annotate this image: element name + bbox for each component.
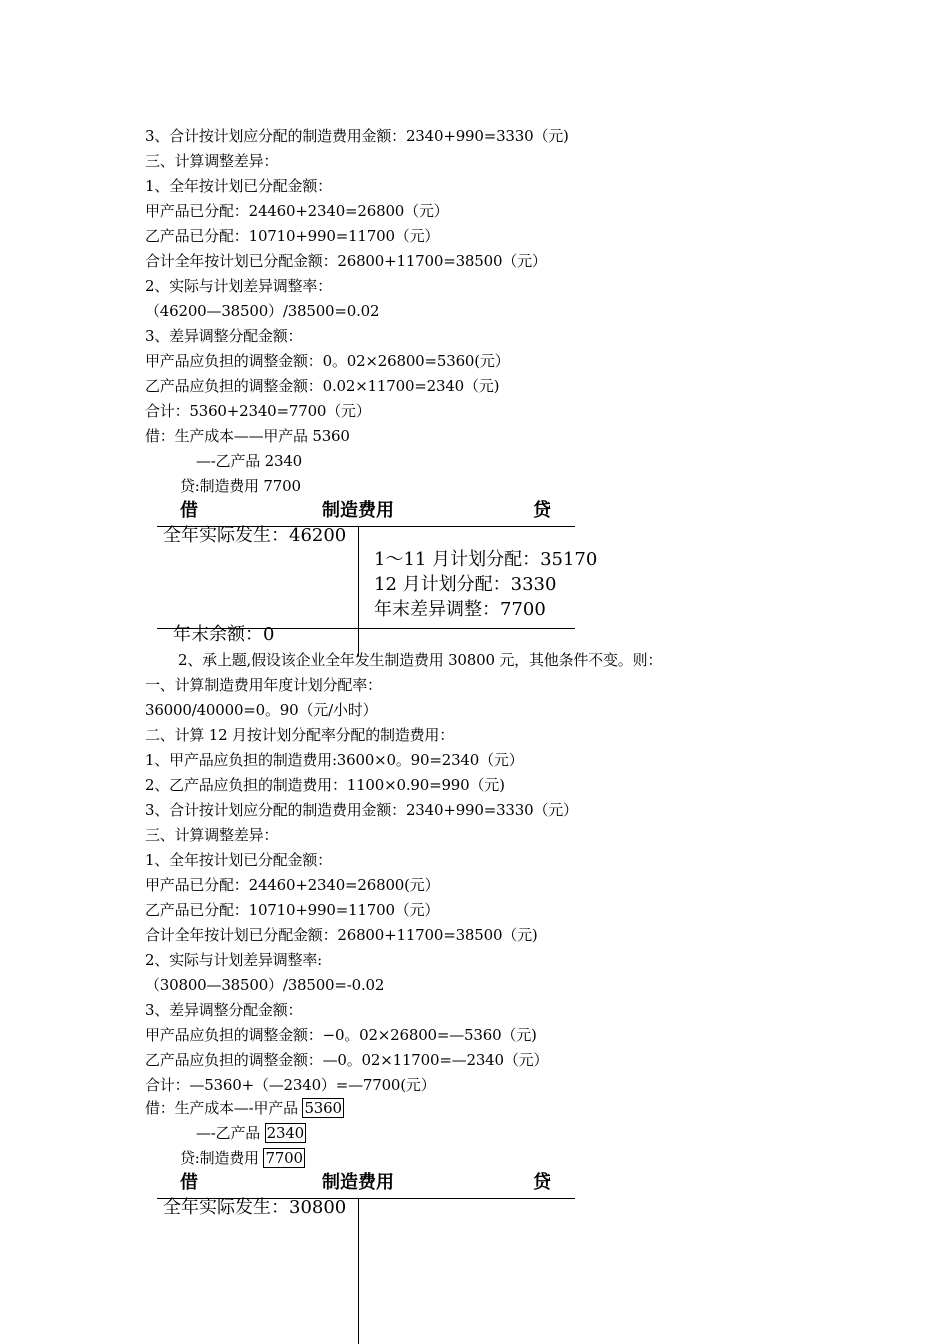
entry-label: —-乙产品 [196, 1124, 261, 1142]
journal-entry-debit [145, 1098, 344, 1118]
text-line: 2、实际与计划差异调整率： [145, 277, 332, 295]
text-line: 1、全年按计划已分配金额： [145, 851, 332, 869]
journal-entry-credit [180, 1148, 305, 1168]
text-line: 二、计算 12 月按计划分配率分配的制造费用： [145, 726, 455, 744]
t-account-debit-label: 借 [180, 500, 198, 521]
text-line: 1、全年按计划已分配金额： [145, 177, 332, 195]
t-account-credit-entry: 1～11 月计划分配：35170 [374, 549, 598, 570]
t-account-divider [358, 526, 359, 656]
text-line: 36000/40000=0。90（元/小时） [145, 701, 378, 719]
entry-amount-box: 7700 [265, 1149, 303, 1167]
text-line: 3、合计按计划应分配的制造费用金额：2340+990=3330（元) [145, 127, 569, 145]
text-line: 甲产品应负担的调整金额：−0。02×26800=—5360（元) [145, 1026, 537, 1044]
t-account-credit-entry: 12 月计划分配：3330 [374, 574, 557, 595]
question-intro: 2、承上题,假设该企业全年发生制造费用 30800 元，其他条件不变。则： [178, 651, 663, 669]
t-account-divider [358, 1198, 359, 1344]
entry-amount-box: 5360 [304, 1099, 342, 1117]
text-line: 3、差异调整分配金额： [145, 327, 303, 345]
t-account-credit-entry: 年末差异调整：7700 [374, 599, 546, 620]
text-line: 甲产品已分配：24460+2340=26800（元） [145, 202, 449, 220]
entry-label: 贷:制造费用 [180, 1149, 259, 1167]
text-line: 乙产品已分配：10710+990=11700（元） [145, 901, 440, 919]
text-line: 乙产品应负担的调整金额：—0。02×11700=—2340（元） [145, 1051, 549, 1069]
t-account-credit-label: 贷 [533, 1172, 551, 1193]
entry-label: 借：生产成本—-甲产品 [145, 1099, 298, 1117]
text-line: 三、计算调整差异： [145, 826, 279, 844]
text-line: 乙产品应负担的调整金额：0.02×11700=2340（元) [145, 377, 500, 395]
t-account-title: 制造费用 [322, 500, 394, 521]
t-account-credit-label: 贷 [533, 500, 551, 521]
journal-entry-debit: 借：生产成本——甲产品 5360 [145, 427, 350, 445]
t-account-debit-entry: 全年实际发生：46200 [163, 525, 347, 546]
text-line: 合计全年按计划已分配金额：26800+11700=38500（元） [145, 252, 547, 270]
text-line: 三、计算调整差异： [145, 152, 279, 170]
text-line: 3、合计按计划应分配的制造费用金额：2340+990=3330（元） [145, 801, 578, 819]
t-account-debit-label: 借 [180, 1172, 198, 1193]
text-line: 1、甲产品应负担的制造费用:3600×0。90=2340（元） [145, 751, 524, 769]
text-line: （30800—38500）/38500=-0.02 [145, 976, 385, 994]
text-line: 3、差异调整分配金额： [145, 1001, 303, 1019]
text-line: 合计全年按计划已分配金额：26800+11700=38500（元) [145, 926, 538, 944]
text-line: 合计：5360+2340=7700（元） [145, 402, 371, 420]
journal-entry-sub [196, 1123, 306, 1143]
text-line: 一、计算制造费用年度计划分配率： [145, 676, 382, 694]
t-account-balance: 年末余额：0 [173, 624, 275, 645]
entry-amount-box: 2340 [266, 1124, 305, 1142]
text-line: 甲产品应负担的调整金额：0。02×26800=5360(元） [145, 352, 510, 370]
text-line: 2、实际与计划差异调整率: [145, 951, 322, 969]
text-line: （46200—38500）/38500=0.02 [145, 302, 380, 320]
text-line: 2、乙产品应负担的制造费用：1100×0.90=990（元) [145, 776, 505, 794]
text-line: 甲产品已分配：24460+2340=26800(元） [145, 876, 440, 894]
text-line: 合计：—5360+（—2340）=—7700(元） [145, 1076, 436, 1094]
t-account-title: 制造费用 [322, 1172, 394, 1193]
text-line: 乙产品已分配：10710+990=11700（元） [145, 227, 440, 245]
journal-entry-sub: —-乙产品 2340 [196, 452, 303, 470]
t-account-debit-entry: 全年实际发生：30800 [163, 1197, 347, 1218]
journal-entry-credit: 贷:制造费用 7700 [180, 477, 301, 495]
